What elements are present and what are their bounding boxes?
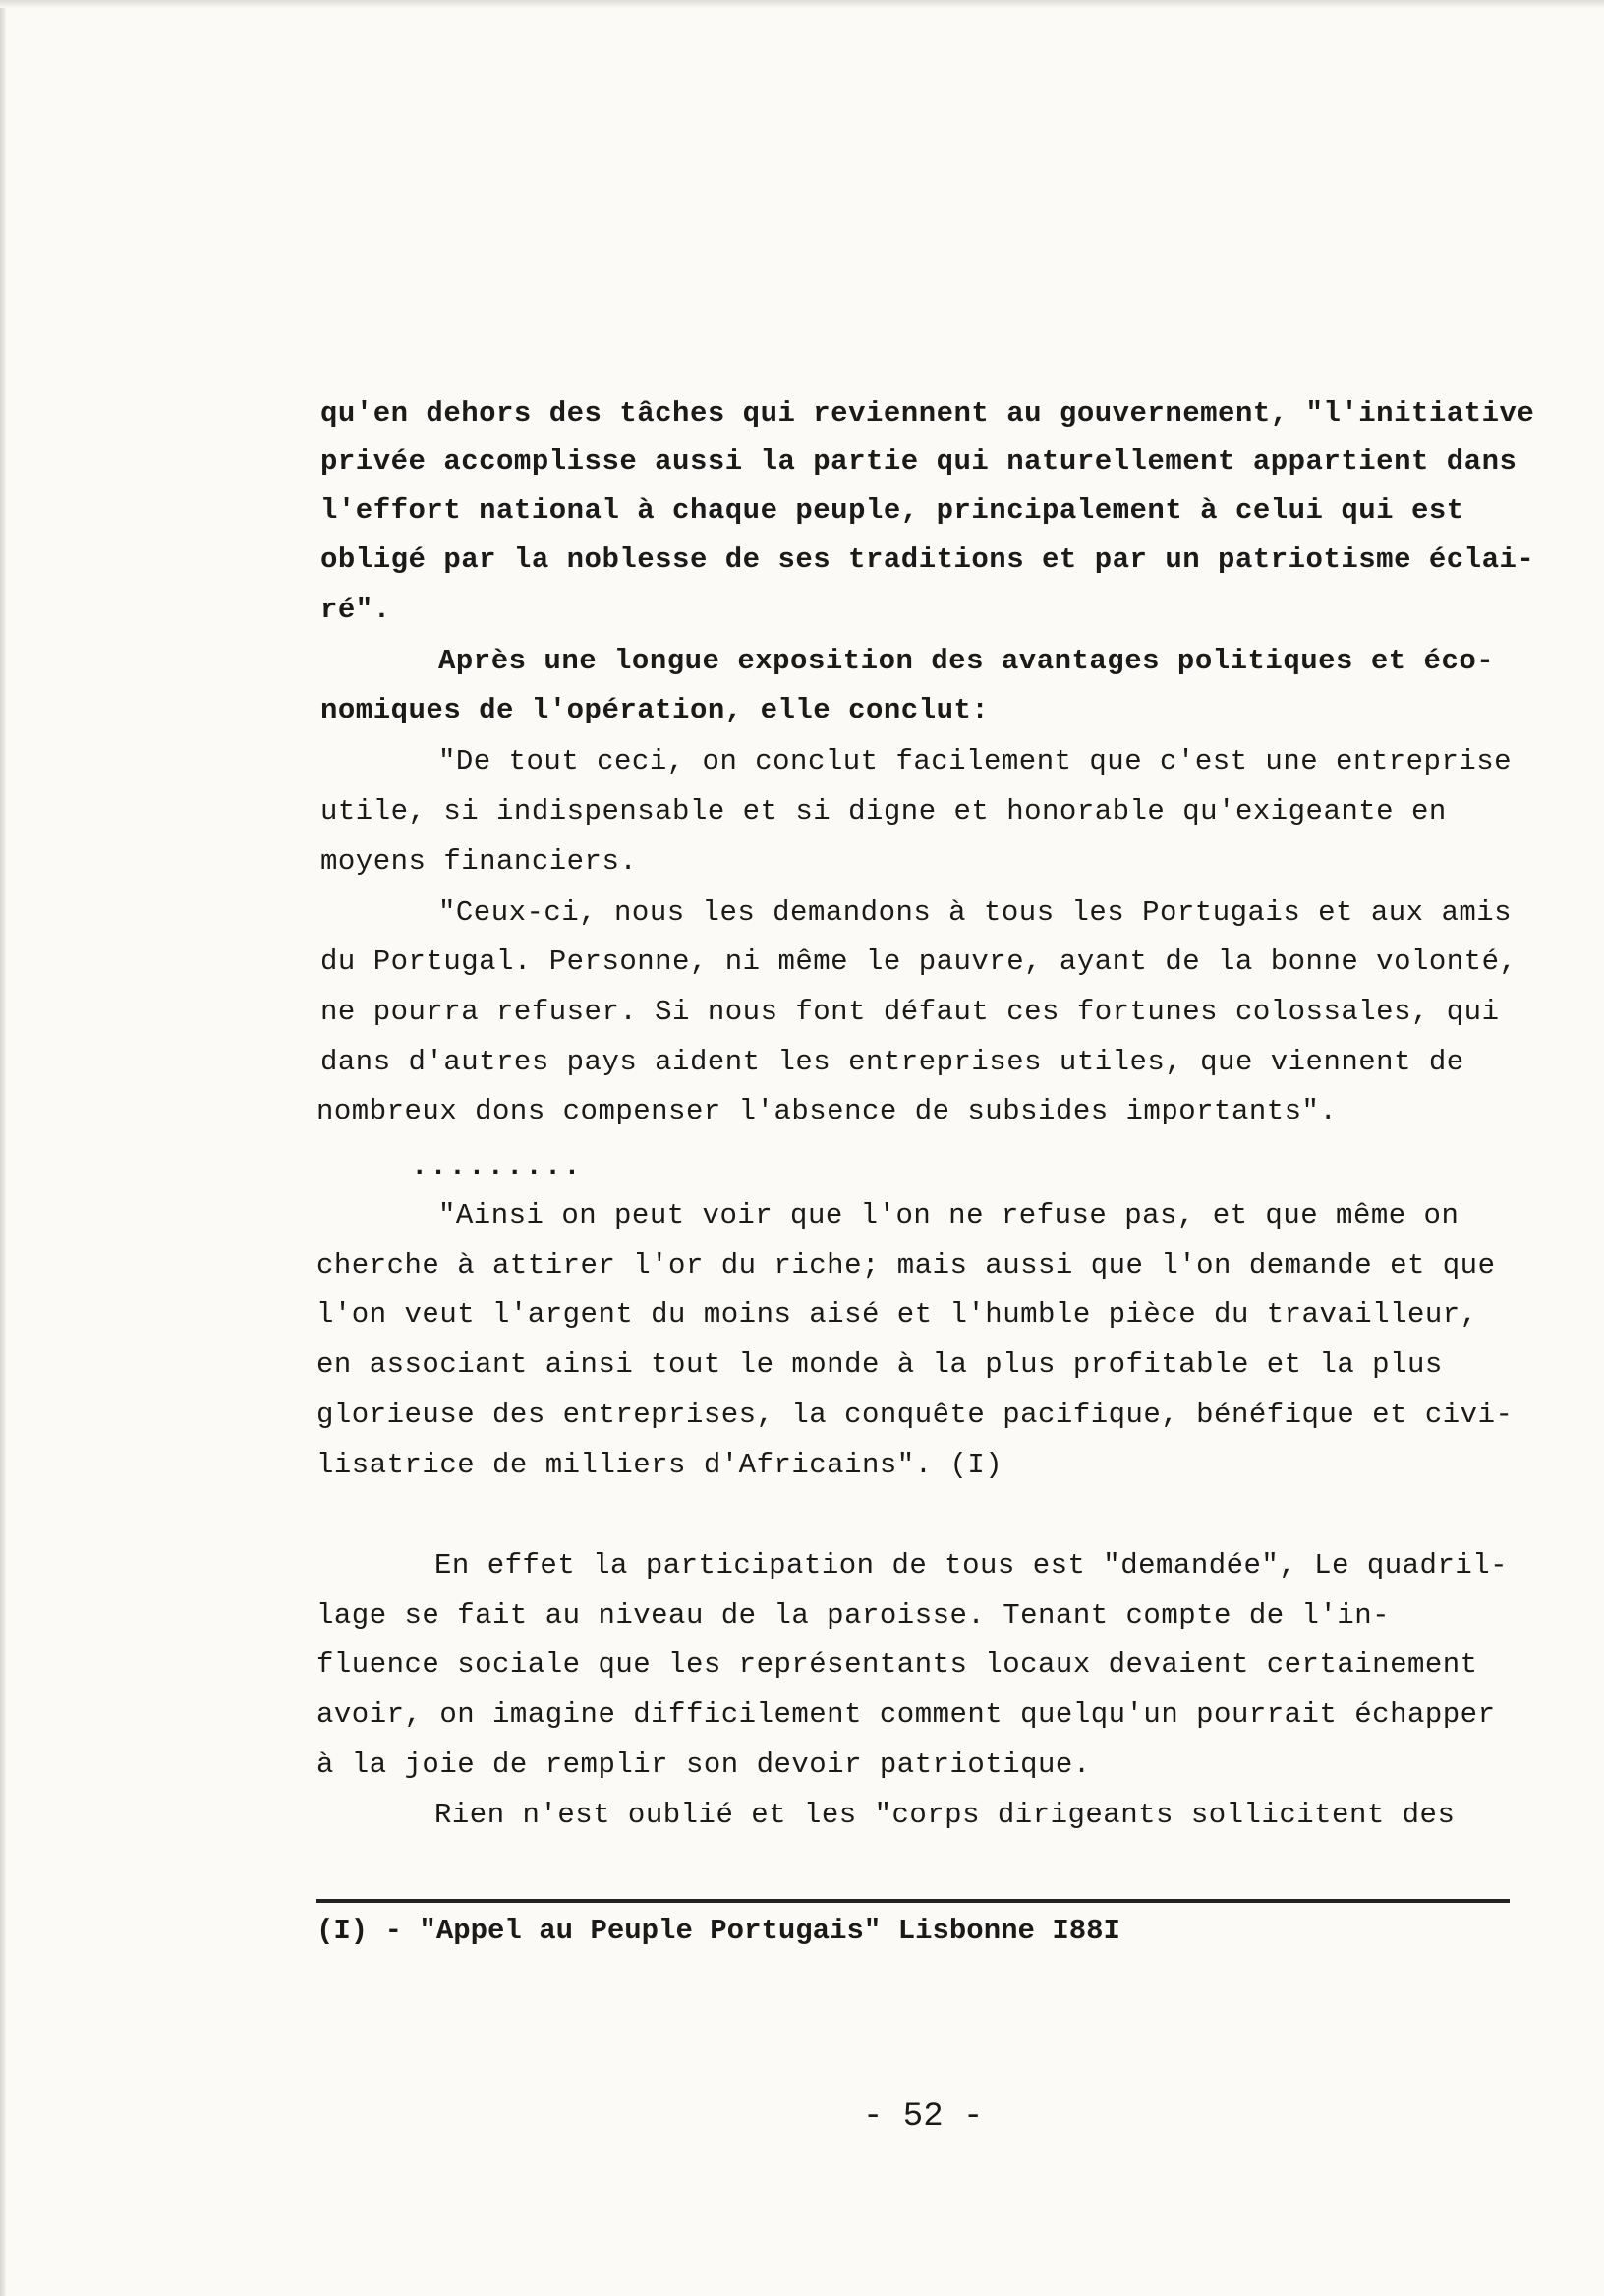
text-line: Après une longue exposition des avantages politiques et éco- [438, 645, 1495, 677]
text-line: l'on veut l'argent du moins aisé et l'humble pièce du travailleur, [316, 1298, 1478, 1331]
text-line: glorieuse des entreprises, la conquête pacifique, bénéfique et civi- [316, 1399, 1514, 1431]
footnote-divider [316, 1899, 1510, 1903]
text-line: Rien n'est oublié et les "corps dirigeants sollicitent des [434, 1799, 1456, 1831]
scan-top-edge [0, 0, 1604, 8]
text-line: lage se fait au niveau de la paroisse. Tenant compte de l'in- [316, 1599, 1391, 1632]
text-line: privée accomplisse aussi la partie qui naturellement appartient dans [320, 445, 1518, 478]
text-line: cherche à attirer l'or du riche; mais aussi que l'on demande et que [316, 1249, 1496, 1282]
text-line: nombreux dons compenser l'absence de subsides importants". [316, 1095, 1338, 1127]
text-line: en associant ainsi tout le monde à la plus profitable et la plus [316, 1349, 1443, 1381]
text-line: fluence sociale que les représentants locaux devaient certainement [316, 1648, 1478, 1681]
text-line: à la joie de remplir son devoir patriotique. [316, 1749, 1091, 1781]
text-line: obligé par la noblesse de ses traditions et par un patriotisme éclai- [320, 544, 1535, 576]
text-line: nomiques de l'opération, elle conclut: [320, 694, 990, 726]
text-line: moyens financiers. [320, 845, 638, 878]
text-line: "Ceux-ci, nous les demandons à tous les Portugais et aux amis [438, 896, 1513, 929]
text-line: l'effort national à chaque peuple, principalement à celui qui est [320, 494, 1464, 527]
text-line: qu'en dehors des tâches qui reviennent au gouvernement, "l'initiative [320, 397, 1535, 430]
page-number: - 52 - [863, 2098, 984, 2136]
text-line: utile, si indispensable et si digne et honorable qu'exigeante en [320, 795, 1447, 828]
text-line: "Ainsi on peut voir que l'on ne refuse pas, et que même on [438, 1199, 1460, 1232]
text-line: "De tout ceci, on conclut facilement que c'est une entreprise [438, 745, 1513, 777]
footnote: (I) - "Appel au Peuple Portugais" Lisbonne I88I [316, 1915, 1120, 1947]
text-line: ne pourra refuser. Si nous font défaut ces fortunes colossales, qui [320, 996, 1500, 1028]
ellipsis-separator: ......... [411, 1150, 583, 1182]
text-line: dans d'autres pays aident les entreprises utiles, que viennent de [320, 1046, 1464, 1078]
text-line: lisatrice de milliers d'Africains". (I) [316, 1449, 1003, 1481]
text-line: ré". [320, 594, 391, 626]
scan-left-edge [0, 0, 6, 2296]
text-line: avoir, on imagine difficilement comment quelqu'un pourrait échapper [316, 1698, 1496, 1731]
text-line: En effet la participation de tous est "demandée", Le quadril- [434, 1549, 1509, 1581]
text-line: du Portugal. Personne, ni même le pauvre, ayant de la bonne volonté, [320, 946, 1518, 978]
